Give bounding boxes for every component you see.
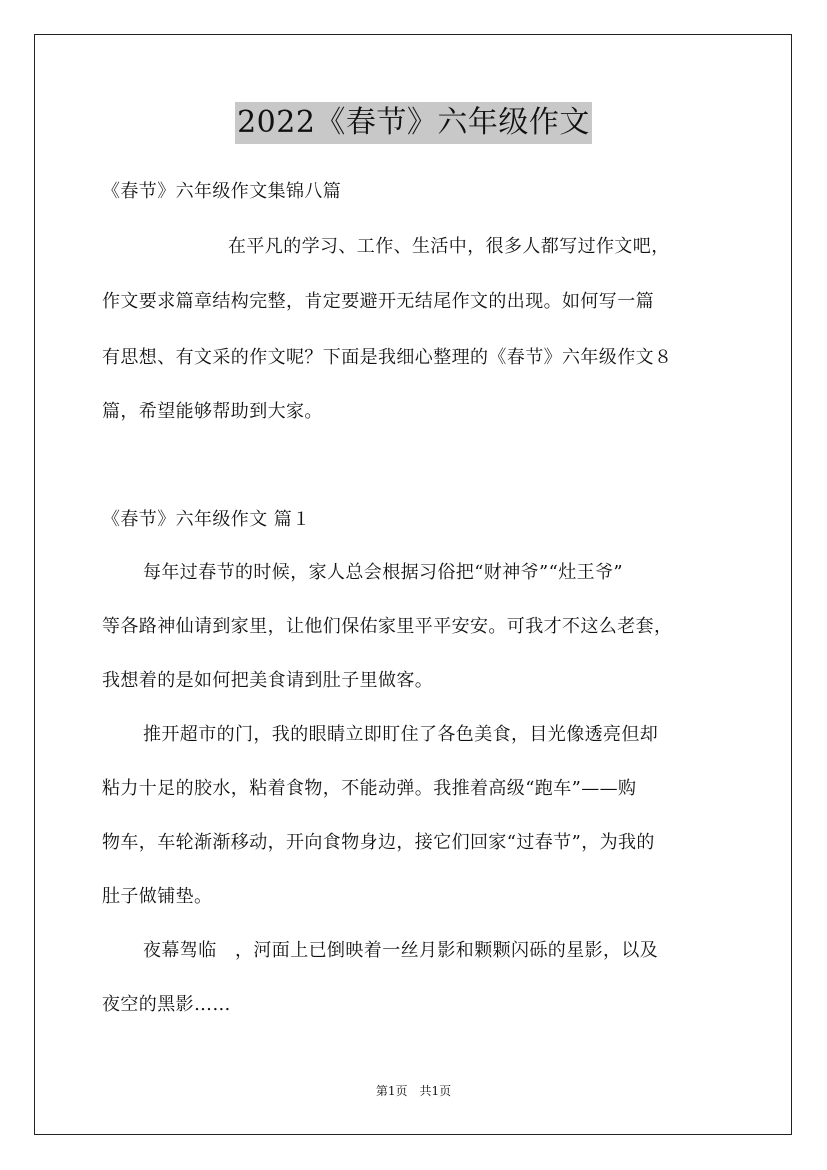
subtitle: 《春节》六年级作文集锦八篇 [102, 181, 342, 202]
intro-line: 有思想、有文采的作文呢？下面是我细心整理的《春节》六年级作文８ [102, 347, 673, 368]
section-heading: 《春节》六年级作文 篇１ [102, 509, 311, 530]
title-container [0, 102, 827, 144]
intro-line: 在平凡的学习、工作、生活中，很多人都写过作文吧， [228, 236, 670, 257]
body-line: 夜幕驾临 ，河面上已倒映着一丝月影和颗颗闪砾的星影，以及 [143, 940, 659, 961]
body-line: 推开超市的门，我的眼睛立即盯住了各色美食，目光像透亮但却 [143, 724, 659, 745]
body-line: 我想着的是如何把美食请到肚子里做客。 [102, 670, 434, 691]
document-title: 2022《春节》六年级作文 [235, 102, 592, 144]
page-footer: 第1页 共1页 [375, 1084, 452, 1098]
body-line: 等各路神仙请到家里，让他们保佑家里平平安安。可我才不这么老套， [102, 616, 673, 637]
intro-line: 篇，希望能够帮助到大家。 [102, 401, 323, 422]
body-line: 物车，车轮渐渐移动，开向食物身边，接它们回家“过春节”，为我的 [102, 832, 655, 853]
intro-line: 作文要求篇章结构完整，肯定要避开无结尾作文的出现。如何写一篇 [102, 291, 654, 312]
body-line: 肚子做铺垫。 [102, 886, 213, 907]
body-line: 每年过春节的时候，家人总会根据习俗把“财神爷”“灶王爷” [143, 562, 624, 583]
body-line: 夜空的黑影…… [102, 994, 231, 1015]
body-line: 粘力十足的胶水，粘着食物，不能动弹。我推着高级“跑车”——购 [102, 778, 637, 799]
